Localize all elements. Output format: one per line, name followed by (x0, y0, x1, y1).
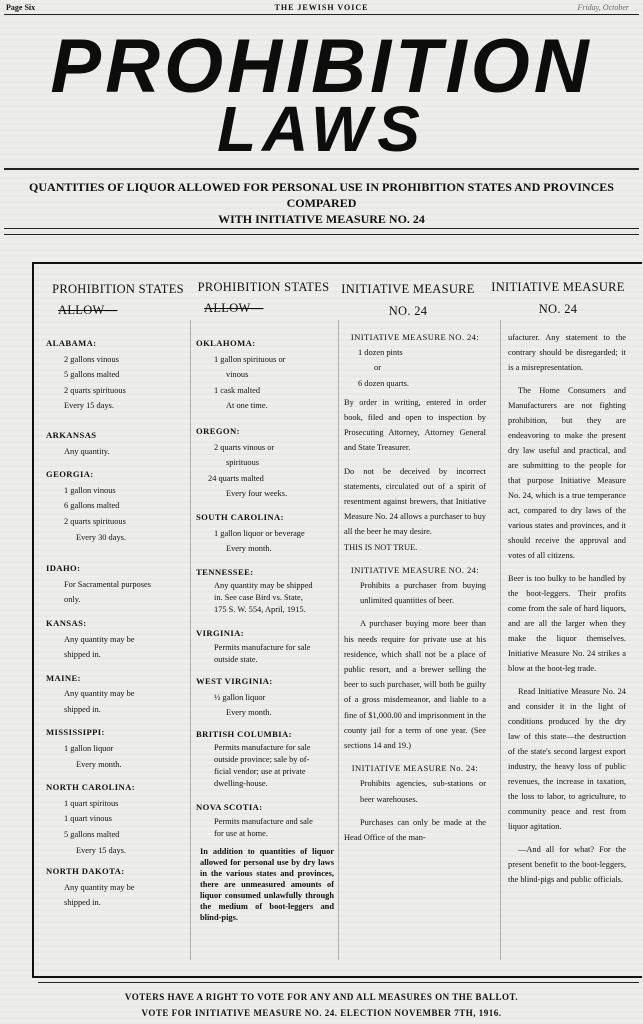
column-divider-1 (190, 320, 191, 960)
province-british-columbia (196, 727, 334, 791)
state-name: NORTH CAROLINA: (46, 782, 136, 793)
measure-paragraph: By order in writing, entered in order book, filed and open to inspection by Prosecuting Attorney, Attorney General and State Treasurer. (344, 397, 486, 453)
measure-agencies (344, 761, 486, 776)
unmeasured-consumption-note: In addition to quantities of liquor allowed for personal use by dry laws in the various states and provinces, there are unmeasured amounts of liquor consumed unlawfully through the medium of boot-leggers and blind-pigs. (200, 846, 334, 922)
newspaper-name: THE JEWISH VOICE (274, 3, 369, 12)
allowance: Any quantity may be (64, 634, 135, 644)
column-header-3-line1: INITIATIVE MEASURE (341, 282, 475, 296)
allowance-period: Every 30 days. (76, 532, 127, 542)
subheadline-line1: QUANTITIES OF LIQUOR ALLOWED FOR PERSONAL USE IN PROHIBITION STATES AND PROVINCES COMPARED (29, 180, 614, 210)
column-header-2 (196, 280, 331, 316)
allowance: 2 gallons vinous (64, 354, 119, 364)
allowance: 2 quarts spirituous (64, 385, 126, 395)
measure-paragraph: Read Initiative Measure No. 24 and consider it in the light of conditions produced by the dry law of this state—the destruction of the state's second largest export industry, the heavy loss of public revenues, the increase in taxation, the loss to labor, to agriculture, to community peace and rest from liquor agitation. (508, 687, 626, 831)
column-header-4-line1: INITIATIVE MEASURE (491, 280, 625, 294)
state-georgia (46, 467, 186, 545)
allowance: 2 quarts vinous or (214, 442, 275, 452)
state-name: TENNESSEE: (196, 566, 254, 577)
state-maine (46, 671, 186, 718)
measure-heading: INITIATIVE MEASURE No. 24: (351, 763, 479, 774)
allowance: 5 gallons malted (64, 370, 120, 380)
allowance: Permits manufacture for sale (214, 743, 311, 753)
allowance: shipped in. (64, 898, 101, 908)
allowance: outside province; sale by of- (214, 755, 310, 765)
allowance-period: Every 15 days. (76, 845, 127, 855)
headline-line1: PROHIBITION (50, 24, 593, 109)
state-idaho (46, 561, 186, 608)
measure-paragraph: A purchaser buying more beer than his needs require for private use at his residence, which shall not be a place of public resort, and a brewer selling the beer to such purchaser, will both be guilty of a gross misdemeanor, and liable to a fine of $1,000.00 and imprisonment in the county jail for a term of one year. (See sections 14 and 19.) (344, 619, 486, 751)
state-name: OKLAHOMA: (196, 338, 256, 348)
measure-paragraph: The Home Consumers and Manufacturers are not fighting prohibition, but they are endeavoring to make the present dry law useful and practical, and are submitting to the people for that purpose Initiative Measure No. 24, which is a true temperance act, compared to dry laws of the various states and provinces, and it should receive the approval and votes of all citizens. (508, 386, 626, 560)
column-header-3-line2: NO. 24 (388, 304, 428, 318)
province-nova-scotia (196, 800, 334, 840)
measure-paragraph: Purchases can only be made at the Head Office of the man- (344, 817, 486, 843)
allowance: 1 gallon liquor (64, 744, 114, 754)
state-name: MAINE: (46, 672, 81, 683)
state-name: KANSAS: (46, 617, 87, 628)
allowance: vinous (226, 370, 249, 380)
allowance: only. (64, 595, 81, 605)
allowance: Any quantity may be (64, 689, 135, 699)
state-virginia (196, 626, 334, 666)
column-header-2-title: PROHIBITION STATES (197, 280, 330, 294)
state-kansas (46, 616, 186, 663)
province-name: NOVA SCOTIA: (196, 802, 263, 813)
allowance-period: Every four weeks. (226, 489, 288, 499)
column-header-1-sub: ALLOW— (58, 303, 118, 317)
allowance: 5 gallons malted (64, 830, 120, 840)
column-2-states (196, 336, 334, 931)
allowance-period: Every month. (226, 708, 272, 718)
column-header-1-title: PROHIBITION STATES (52, 282, 184, 296)
measure-prohibition (344, 563, 486, 578)
state-arkansas (46, 428, 186, 459)
allowance-period: Every 15 days. (64, 401, 115, 411)
allowance: Any quantity may be shipped (214, 581, 313, 591)
footer-rule (38, 982, 639, 983)
column-header-4 (488, 276, 628, 320)
column-header-3 (338, 278, 478, 322)
subtitle-rule-1 (4, 228, 639, 229)
column-header-4-line2: NO. 24 (538, 302, 578, 316)
state-oregon (196, 424, 334, 502)
state-name: NORTH DAKOTA: (46, 866, 125, 877)
allowance: 175 S. W. 554, April, 1915. (214, 605, 306, 615)
state-alabama (46, 336, 186, 414)
column-divider-2 (338, 320, 339, 960)
measure-heading: INITIATIVE MEASURE NO. 24: (350, 564, 480, 575)
allowance: 1 gallon vinous (64, 485, 116, 495)
allowance: 1 gallon spirituous or (214, 354, 286, 364)
measure-emphasis: THIS IS NOT TRUE. (344, 542, 418, 552)
column-4-measure (508, 330, 626, 895)
allowance: in. See case Bird vs. State, (214, 593, 303, 603)
subheadline-line2: WITH INITIATIVE MEASURE NO. 24 (218, 212, 425, 226)
state-name: ALABAMA: (46, 338, 97, 348)
measure-paragraph: ufacturer. Any statement to the contrary should be disregarded; it is a misrepresentation. (508, 333, 626, 372)
state-name: IDAHO: (46, 563, 81, 574)
allowance: 6 gallons malted (64, 501, 120, 511)
allowance: spirituous (226, 458, 260, 468)
allowance: 2 quarts spirituous (64, 516, 126, 526)
measure-paragraph: Beer is too bulky to be handled by the boot-leggers. Their profits come from the sale of hard liquors, and are all the larger when they make the liquor themselves. Initiative Measure No. 24 strikes a blow at the boot-leg trade. (508, 574, 626, 673)
measure-paragraph: Prohibits agencies, sub-stations or beer warehouses. (360, 779, 486, 804)
measure-heading: INITIATIVE MEASURE NO. 24: (350, 332, 480, 342)
allowance: 1 quart vinous (64, 814, 112, 824)
state-tennessee (196, 565, 334, 617)
column-1-states (46, 336, 186, 911)
allowance: Permits manufacture and sale (214, 816, 313, 826)
state-north-dakota (46, 864, 186, 911)
allowance: 1 quart spiritous (64, 798, 119, 808)
state-name: OREGON: (196, 425, 240, 436)
issue-date: Friday, October (577, 3, 629, 12)
allowance-period: At one time. (226, 401, 268, 411)
allowance: ficial vendor; use at private (214, 767, 306, 777)
allowance: outside state. (214, 654, 258, 664)
allowance: 6 dozen quarts. (358, 378, 409, 388)
allowance: for use at home. (214, 828, 268, 838)
column-divider-3 (500, 320, 501, 960)
allowance: For Sacramental purposes (64, 579, 151, 589)
measure-allowance (344, 330, 486, 391)
allowance: ½ gallon liquor (214, 692, 266, 702)
page-number: Page Six (6, 3, 36, 12)
state-name: VIRGINIA: (196, 628, 245, 639)
column-header-1 (48, 282, 188, 318)
state-name: ARKANSAS (46, 429, 97, 440)
subtitle-rule-2 (4, 234, 639, 235)
allowance: 1 gallon liquor or beverage (214, 528, 305, 538)
measure-paragraph: —And all for what? For the present benefit to the boot-leggers, the blind-pigs and public officials. (508, 845, 626, 884)
title-rule (4, 168, 639, 170)
allowance: or (374, 363, 381, 373)
footer-line1: VOTERS HAVE A RIGHT TO VOTE FOR ANY AND ALL MEASURES ON THE BALLOT. (124, 992, 519, 1002)
state-north-carolina (46, 780, 186, 858)
header-rule (4, 14, 639, 15)
state-west-virginia (196, 674, 334, 721)
state-name: SOUTH CAROLINA: (196, 511, 284, 522)
measure-paragraph: Do not be deceived by incorrect statements, circulated out of a spirit of resentment against brewers, that Initiative Measure No. 24 allows a purchaser to buy all the beer he may desire. (344, 466, 486, 537)
allowance: 1 cask malted (214, 385, 261, 395)
allowance: Any quantity may be (64, 882, 135, 892)
state-name: MISSISSIPPI: (46, 727, 105, 738)
allowance-period: Every month. (76, 759, 122, 769)
state-mississippi (46, 725, 186, 772)
allowance: shipped in. (64, 704, 101, 714)
state-name: GEORGIA: (46, 469, 94, 480)
allowance: Any quantity. (64, 446, 110, 456)
allowance: 1 dozen pints (358, 348, 403, 358)
state-oklahoma (196, 336, 334, 414)
allowance: dwelling-house. (214, 779, 268, 789)
allowance: Permits manufacture for sale (214, 642, 311, 652)
allowance-period: Every month. (226, 544, 272, 554)
column-3-measure (344, 330, 486, 853)
column-header-2-sub: ALLOW— (204, 301, 264, 315)
province-name: BRITISH COLUMBIA: (196, 728, 292, 739)
state-south-carolina (196, 510, 334, 557)
state-name: WEST VIRGINIA: (196, 675, 273, 686)
subheadline (20, 179, 623, 227)
allowance: 24 quarts malted (208, 473, 264, 483)
allowance: shipped in. (64, 650, 101, 660)
footer-line2: VOTE FOR INITIATIVE MEASURE NO. 24. ELECTION NOVEMBER 7TH, 1916. (141, 1008, 502, 1018)
headline-line2: LAWS (217, 93, 426, 165)
measure-paragraph: Prohibits a purchaser from buying unlimited quantities of beer. (360, 581, 486, 606)
